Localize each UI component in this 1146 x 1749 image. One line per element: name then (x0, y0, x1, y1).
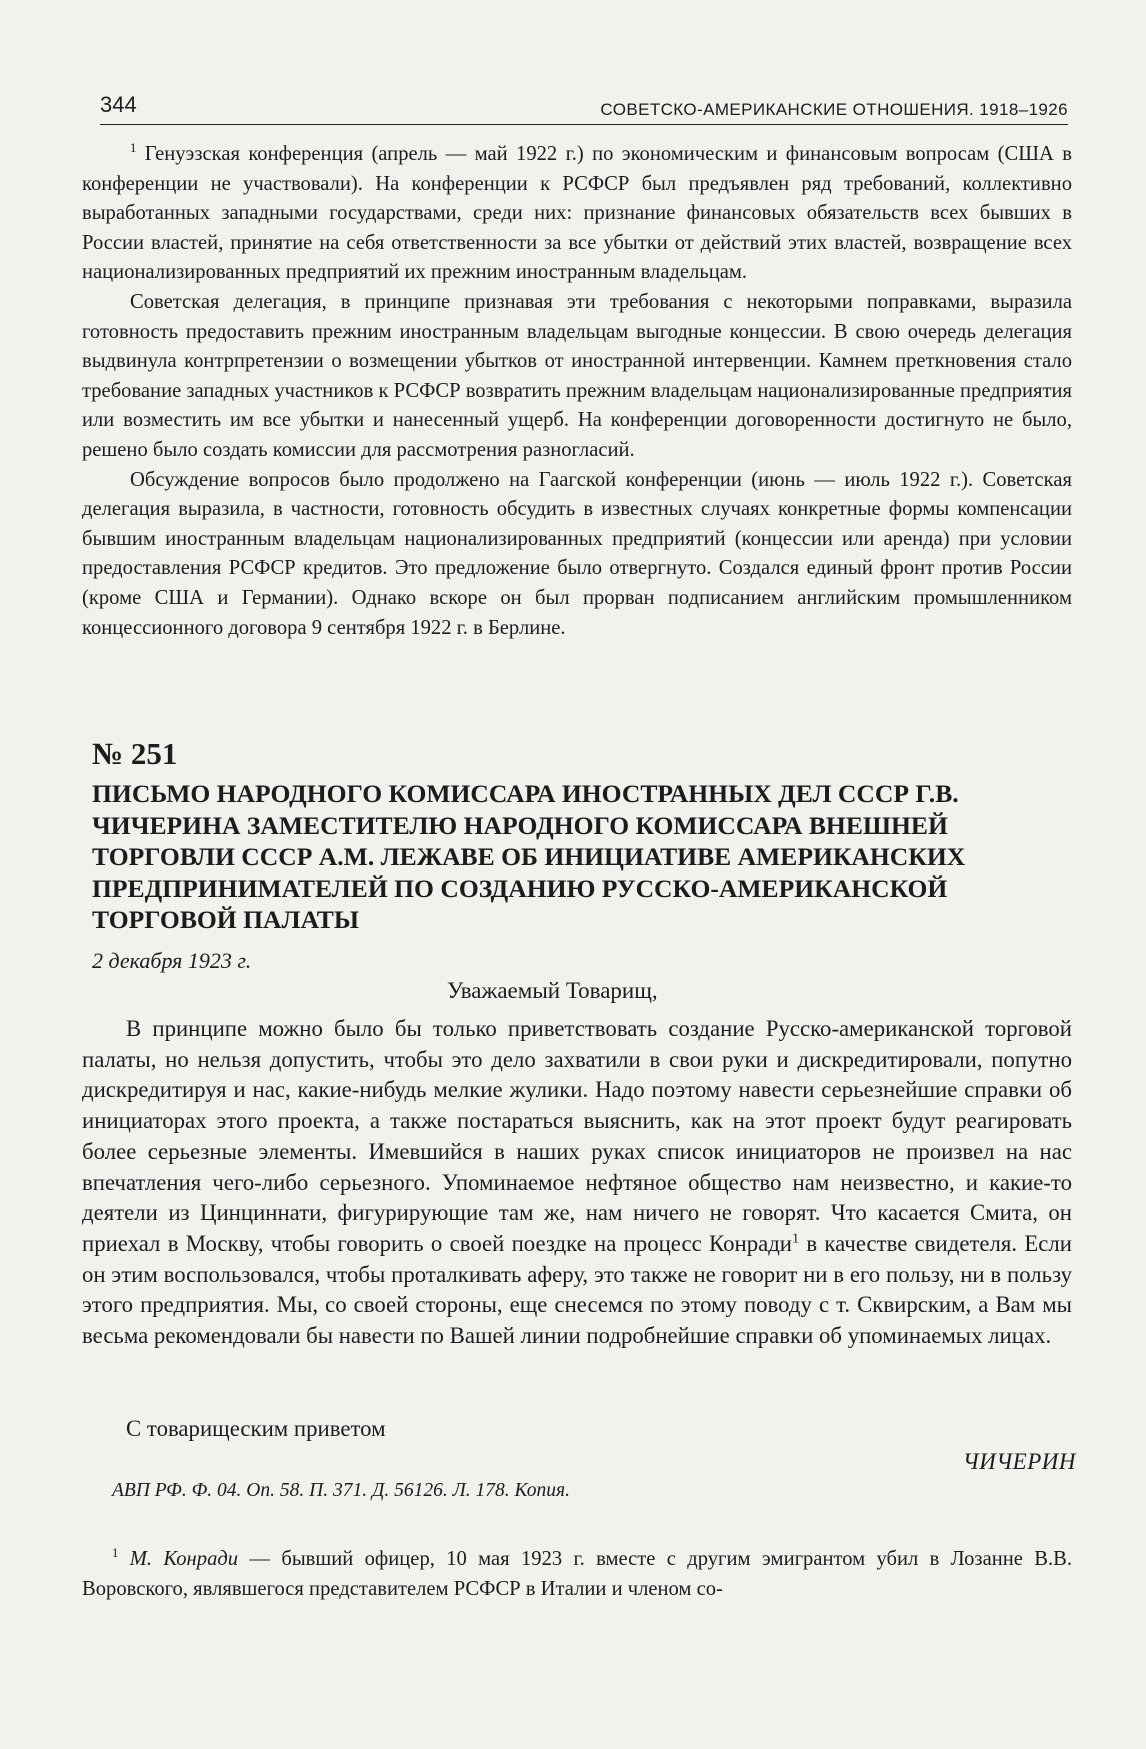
page-number: 344 (100, 92, 137, 117)
footnote-reference: 1 (792, 1230, 800, 1247)
footnote-marker: 1 (130, 141, 137, 156)
document-number: № 251 (92, 736, 178, 771)
closing: С товарищеским приветом (126, 1416, 386, 1441)
running-title: СОВЕТСКО-АМЕРИКАНСКИЕ ОТНОШЕНИЯ. 1918–1926 (600, 100, 1068, 119)
signature: ЧИЧЕРИН (962, 1449, 1076, 1474)
footnote-paragraph: Обсуждение вопросов было продолжено на Гаагской конференции (июнь — июль 1922 г.). Советская делегация выразила, в частности, готовность обсудить в известных случаях конкретные формы компенсации бывшим иностранным владельцам национализированных предприятий (концессии или аренда) при условии предоставления РСФСР кредитов. Это предложение было отвергнуто. Создался единый фронт против России (кроме США и Германии). Однако вскоре он был прорван подписанием английским промышленником концессионного договора 9 сентября 1922 г. в Берлине. (82, 468, 1072, 639)
document-date: 2 декабря 1923 г. (92, 948, 252, 973)
top-footnote (82, 140, 1072, 643)
footnote-paragraph: $^1$ Генуэзская конференция (апрель — май 1922 г.) по экономическим и финансовым вопросам (США в конференции не участвовали). На конференции к РСФСР был предъявлен ряд требований, коллективно выработанных западными государствами, среди них: признание финансовых обязательств всех бывших в России властей, принятие на себя ответственности за все убытки от действий этих властей, возвращение всех национализированных предприятий их прежним иностранным владельцам. (82, 141, 1072, 284)
salutation: Уважаемый Товарищ, (447, 978, 658, 1003)
footnote-marker: 1 (112, 1546, 119, 1561)
document-title: ПИСЬМО НАРОДНОГО КОМИССАРА ИНОСТРАННЫХ ДЕЛ СССР Г.В. ЧИЧЕРИНА ЗАМЕСТИТЕЛЮ НАРОДНОГО КОМИССАРА ВНЕШНЕЙ ТОРГОВЛИ СССР А.М. ЛЕЖАВЕ ОБ ИНИЦИАТИВЕ АМЕРИКАНСКИХ ПРЕДПРИНИМАТЕЛЕЙ ПО СОЗДАНИЮ РУССКО-АМЕРИКАНСКОЙ ТОРГОВОЙ ПАЛАТЫ (92, 779, 966, 934)
bottom-footnote (82, 1545, 1072, 1604)
archive-reference: АВП РФ. Ф. 04. Оп. 58. П. 371. Д. 56126. Л. 178. Копия. (112, 1480, 570, 1501)
page-header (100, 84, 1068, 125)
letter-body (82, 1014, 1072, 1352)
footnote-paragraph: $^1$ М. Конради — бывший офицер, 10 мая 1923 г. вместе с другим эмигрантом убил в Лозанне В.В. Воровского, являвшегося представителем РСФСР в Италии и членом со- (82, 1546, 1072, 1600)
footnote-person: М. Конради (129, 1548, 239, 1570)
footnote-paragraph: Советская делегация, в принципе признавая эти требования с некоторыми поправками, выразила готовность предоставить прежним иностранным владельцам выгодные концессии. В свою очередь делегация выдвинула контрпретензии о возмещении убытков от иностранной интервенции. Камнем преткновения стало требование западных участников к РСФСР возвратить прежним владельцам национализированные предприятия или возместить им все убытки и нанесенный ущерб. На конференции договоренности достигнуто не было, решено было создать комиссии для рассмотрения разногласий. (82, 290, 1072, 461)
letter-paragraph: В принципе можно было бы только приветствовать создание Русско-американской торговой палаты, но нельзя допустить, чтобы это дело захватили в свои руки и дискредитировали, попутно дискредитируя и нас, какие-нибудь мелкие жулики. Надо поэтому навести серьезнейшие справки об инициаторах этого проекта, а также постараться выяснить, как на этот проект будут реагировать более серьезные элементы. Имевшийся в наших руках список инициаторов не произвел на нас впечатления чего-либо серьезного. Упоминаемое нефтяное общество нам неизвестно, и какие-то деятели из Цинциннати, фигурирующие там же, нам ничего не говорят. Что касается Смита, он приехал в Москву, чтобы говорить о своей поездке на процесс Конради$^1$ в качестве свидетеля. Если он этим воспользовался, чтобы проталкивать аферу, это также не говорит ни в его пользу, ни в пользу этого предприятия. Мы, со своей стороны, еще снесемся по этому поводу с т. Сквирским, а Вам мы весьма рекомендовали бы навести по Вашей линии подробнейшие справки об упоминаемых лицах. (82, 1016, 1073, 1349)
